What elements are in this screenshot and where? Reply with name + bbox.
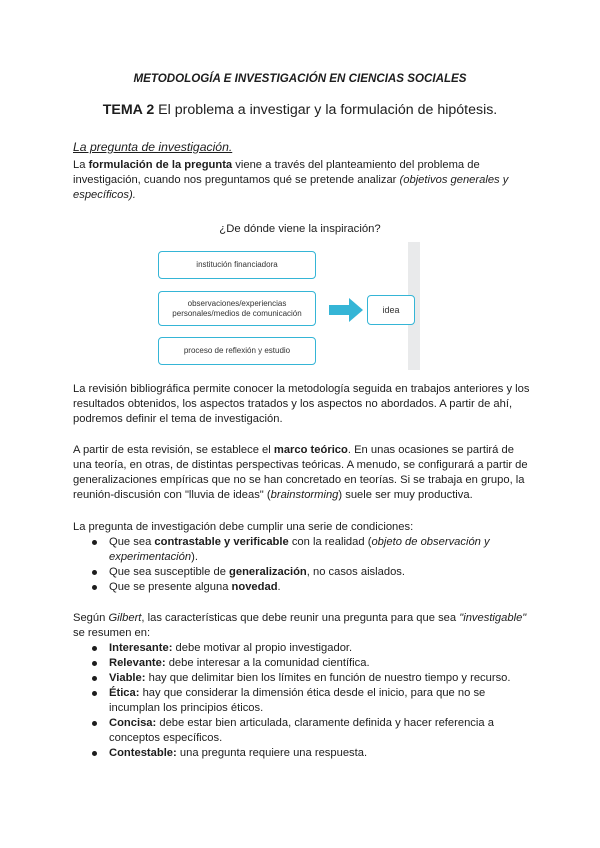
section-heading: La pregunta de investigación. xyxy=(73,140,233,154)
topic-title xyxy=(0,103,600,118)
conditions-intro: La pregunta de investigación debe cumplir una serie de condiciones: xyxy=(73,521,414,533)
trait-term: Viable: xyxy=(109,672,146,684)
condition-italic: objeto de observación y experimentación xyxy=(109,536,490,563)
trait-term: Interesante: xyxy=(109,642,173,654)
trait-term: Contestable: xyxy=(109,747,177,759)
trait-term: Relevante: xyxy=(109,657,166,669)
trait-description: hay que delimitar bien los límites en función de nuestro tiempo y recurso. xyxy=(145,672,511,684)
trait-description: debe interesar a la comunidad científica. xyxy=(165,657,370,669)
list-item xyxy=(109,641,533,656)
condition-text: ). xyxy=(191,551,198,563)
theory-bold: marco teórico xyxy=(273,444,348,456)
topic-label: TEMA 2 xyxy=(102,102,155,118)
condition-bold: contrastable y verificable xyxy=(154,536,289,548)
condition-text: . xyxy=(277,581,281,593)
list-item xyxy=(109,746,533,761)
list-item xyxy=(109,535,533,565)
condition-text: Que sea susceptible de xyxy=(109,566,230,578)
condition-bold: generalización xyxy=(229,566,307,578)
source-box-observations xyxy=(158,291,316,326)
conditions-list xyxy=(73,535,533,595)
condition-text: Que sea xyxy=(109,536,155,548)
bibliography-paragraph: La revisión bibliográfica permite conocer la metodología seguida en trabajos anteriores y los resultados obtenidos, los aspectos tratados y los aspectos no abordados. A partir de ahí, podremos definir el tema de investigación. xyxy=(73,383,530,425)
list-item xyxy=(109,580,533,595)
topic-text: El problema a investigar y la formulación de hipótesis. xyxy=(154,102,498,118)
trait-description: hay que considerar la dimensión ética desde el inicio, para que no se incumplan los principios éticos. xyxy=(109,687,486,714)
theory-section xyxy=(73,443,533,503)
intro-section xyxy=(73,140,533,203)
gilbert-name: Gilbert xyxy=(108,612,142,624)
source-box-observations-line2: personales/medios de comunicación xyxy=(172,308,302,318)
gilbert-intro xyxy=(73,611,533,641)
diagram-caption: ¿De dónde viene la inspiración? xyxy=(219,223,381,235)
arrow-right-icon xyxy=(329,298,363,322)
gilbert-quote: "investigable" xyxy=(459,612,527,624)
condition-bold: novedad xyxy=(231,581,278,593)
theory-paragraph xyxy=(73,443,533,503)
trait-description: debe motivar al propio investigador. xyxy=(172,642,353,654)
document-title: METODOLOGÍA E INVESTIGACIÓN EN CIENCIAS SOCIALES xyxy=(133,72,467,85)
list-item xyxy=(109,565,533,580)
condition-text: , no casos aislados. xyxy=(306,566,406,578)
intro-text-mid: viene a través del planteamiento del problema de investigación, cuando nos preguntamos qué se pretende analizar xyxy=(73,159,480,186)
intro-italic: (objetivos generales y específicos). xyxy=(73,174,509,201)
traits-list xyxy=(73,641,533,761)
trait-description: una pregunta requiere una respuesta. xyxy=(176,747,368,759)
bibliography-section xyxy=(73,382,533,427)
theory-text: A partir de esta revisión, se establece el xyxy=(73,444,274,456)
inspiration-diagram xyxy=(148,242,420,370)
intro-paragraph xyxy=(73,158,533,203)
gilbert-section xyxy=(73,611,533,761)
source-box-observations-line1: observaciones/experiencias xyxy=(187,298,287,308)
list-item xyxy=(109,716,533,746)
source-box-reflection: proceso de reflexión y estudio xyxy=(158,337,316,365)
list-item xyxy=(109,686,533,716)
condition-text: Que se presente alguna xyxy=(109,581,232,593)
trait-term: Concisa: xyxy=(109,717,157,729)
conditions-section xyxy=(73,520,533,595)
intro-bold: formulación de la pregunta xyxy=(88,159,233,171)
theory-text-end: ) suele ser muy productiva. xyxy=(338,489,473,501)
gilbert-text-end: se resumen en: xyxy=(73,627,151,639)
trait-description: debe estar bien articulada, claramente definida y hacer referencia a conceptos específicos. xyxy=(109,717,494,744)
gilbert-text-mid: , las características que debe reunir una pregunta para que sea xyxy=(141,612,460,624)
condition-text: con la realidad ( xyxy=(288,536,372,548)
source-box-financing: institución financiadora xyxy=(158,251,316,279)
trait-term: Ética: xyxy=(109,687,140,699)
list-item xyxy=(109,671,533,686)
theory-text-mid: . En unas ocasiones se partirá de una teoría, en otras, de distintas perspectivas teóricas. A menudo, se configurará a partir de generalizaciones empíricas que no se han concretado en teorías. Si se trabaja en grupo, la reunión-discusión con "lluvia de ideas" ( xyxy=(73,444,528,501)
idea-box: idea xyxy=(367,295,415,325)
intro-text: La xyxy=(73,159,89,171)
list-item xyxy=(109,656,533,671)
theory-italic: brainstorming xyxy=(270,489,339,501)
gilbert-text: Según xyxy=(73,612,109,624)
